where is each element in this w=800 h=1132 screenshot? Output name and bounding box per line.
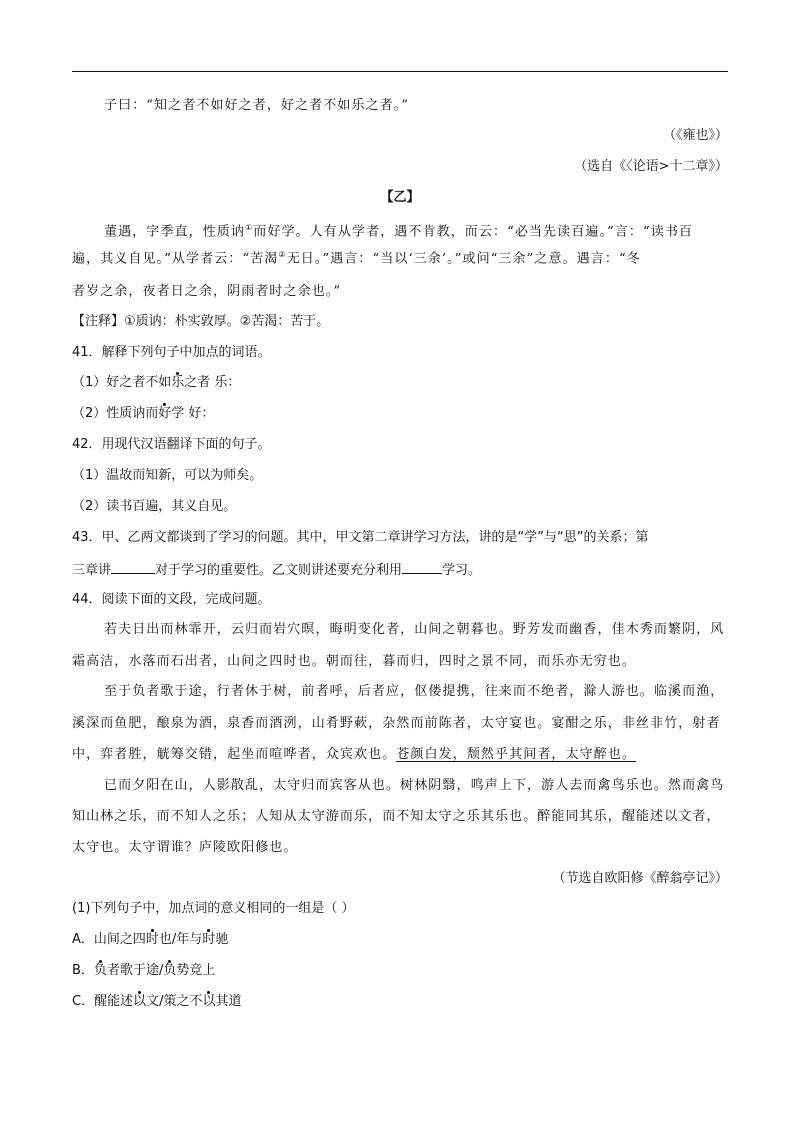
q42-item-2: （2）读书百遍，其义自见。 bbox=[72, 499, 237, 514]
header-rule bbox=[72, 71, 728, 72]
dotted-word: 时 bbox=[145, 932, 159, 947]
option-text: 也/年与 bbox=[158, 932, 203, 947]
option-text: 者歌于途/ bbox=[106, 963, 164, 978]
underlined-sentence: 苍颜白发，颓然乎其间者，太守醉也。 bbox=[396, 747, 637, 762]
option-text: 其道 bbox=[215, 994, 242, 1009]
option-c[interactable] bbox=[72, 992, 728, 1012]
q41-item-2-text: 学 好： bbox=[171, 406, 215, 421]
q43-line-2 bbox=[72, 559, 728, 581]
q41-item-1 bbox=[72, 373, 728, 393]
option-a[interactable] bbox=[72, 930, 728, 950]
q43-text: 三章讲 bbox=[72, 563, 112, 578]
passage-b-text: 董遇，字季直，性质讷 bbox=[104, 224, 246, 240]
footnote-marker-2: ② bbox=[278, 250, 287, 259]
passage-text-line: 已而夕阳在山，人影散乱，太守归而宾客从也。树林阴翳，鸣声上下，游人去而禽鸟乐也。然而禽鸟 bbox=[104, 778, 725, 793]
q44-sub-question-1: (1)下列句子中，加点词的意义相同的一组是（ ） bbox=[72, 901, 355, 916]
q43-line-1: 43．甲、乙两文都谈到了学习的问题。其中，甲文第二章讲学习方法，讲的是“学”与“思”的关系；第 bbox=[72, 530, 649, 545]
q42-item-1: （1）温故而知新，可以为师矣。 bbox=[72, 468, 263, 483]
passage-a-source: （选自《〈论语>十二章》） bbox=[574, 159, 728, 174]
passage-text-line: 太守也。太守谓谁？庐陵欧阳修也。 bbox=[72, 840, 298, 855]
q42-title: 42．用现代汉语翻译下面的句子。 bbox=[72, 437, 271, 452]
q41-item-2 bbox=[72, 404, 728, 424]
option-text: 势竞上 bbox=[176, 963, 216, 978]
dotted-word: 乐 bbox=[171, 375, 185, 390]
passage-b-line-3: 者岁之余，夜者日之余，阴雨者时之余也。” bbox=[72, 284, 342, 299]
passage-source: （节选自欧阳修《醉翁亭记》） bbox=[552, 871, 728, 886]
option-b[interactable] bbox=[72, 961, 728, 981]
passage-b-text: 而好学。人有从学者，遇不肯教，而云：“必当先读百遍。”言：“读书百 bbox=[253, 224, 694, 240]
option-text: 驰 bbox=[215, 932, 229, 947]
dotted-word: 以 bbox=[133, 994, 147, 1009]
dotted-word: 好 bbox=[158, 406, 172, 421]
passage-text-line bbox=[72, 745, 728, 765]
passage-text-line: 若夫日出而林霏开，云归而岩穴暝，晦明变化者，山间之朝暮也。野芳发而幽香，佳木秀而繁阴，风 bbox=[104, 622, 725, 637]
q41-item-1-text: （1）好之者不如 bbox=[72, 375, 172, 390]
passage-a-chapter: （《雍也》） bbox=[662, 128, 728, 143]
answer-blank-2[interactable] bbox=[402, 559, 442, 574]
passage-text-line: 至于负者歌于途，行者休于树，前者呼，后者应，伛偻提携，往来而不绝者，滁人游也。临溪而渔， bbox=[104, 684, 725, 699]
option-text: 文/策之不 bbox=[146, 994, 203, 1009]
dotted-word: 负 bbox=[163, 963, 177, 978]
footnote-marker-1: ① bbox=[245, 223, 254, 232]
dotted-word: 以 bbox=[202, 994, 216, 1009]
option-text: A．山间之四 bbox=[72, 932, 146, 947]
dotted-word: 时 bbox=[202, 932, 216, 947]
passage-a-quote: 子曰：“知之者不如好之者，好之者不如乐之者。” bbox=[104, 98, 410, 113]
q41-title: 41．解释下列句子中加点的词语。 bbox=[72, 345, 271, 360]
passage-b-text: 遍，其义自见。”从学者云：“苦渴 bbox=[72, 251, 279, 267]
q41-item-2-text: （2）性质讷而 bbox=[72, 406, 159, 421]
passage-text-line: 知山林之乐，而不知人之乐；人知从太守游而乐，而不知太守之乐其乐也。醉能同其乐，醒能述以文者， bbox=[72, 809, 721, 824]
passage-b-heading: 【乙】 bbox=[380, 190, 420, 205]
q43-text: 对于学习的重要性。乙文则讲述要充分利用 bbox=[155, 563, 403, 578]
passage-b-line-1 bbox=[72, 218, 728, 242]
passage-text: 中，弈者胜，觥筹交错，起坐而喧哗者，众宾欢也。 bbox=[72, 747, 397, 762]
passage-text-line: 霜高洁，水落而石出者，山间之四时也。朝而往，暮而归，四时之景不同，而乐亦无穷也。 bbox=[72, 654, 637, 669]
dotted-word: 负 bbox=[93, 963, 107, 978]
q43-text: 学习。 bbox=[442, 563, 482, 578]
passage-b-line-2 bbox=[72, 245, 728, 269]
q44-title: 44．阅读下面的文段，完成问题。 bbox=[72, 592, 271, 607]
answer-blank-1[interactable] bbox=[111, 559, 155, 574]
option-text: C．醒能述 bbox=[72, 994, 134, 1009]
passage-b-text: 无日。”遇言：“当以‘三余’。”或问“三余”之意。遇言：“冬 bbox=[286, 251, 641, 267]
q41-item-1-text: 之者 乐： bbox=[184, 375, 241, 390]
passage-text-line: 溪深而鱼肥，酿泉为酒，泉香而酒洌，山肴野蔌，杂然而前陈者，太守宴也。宴酣之乐，非丝非竹，射者 bbox=[72, 716, 721, 731]
passage-b-note: 【注释】①质讷：朴实敦厚。②苦渴：苦于。 bbox=[72, 314, 330, 329]
option-text: B． bbox=[72, 963, 94, 978]
